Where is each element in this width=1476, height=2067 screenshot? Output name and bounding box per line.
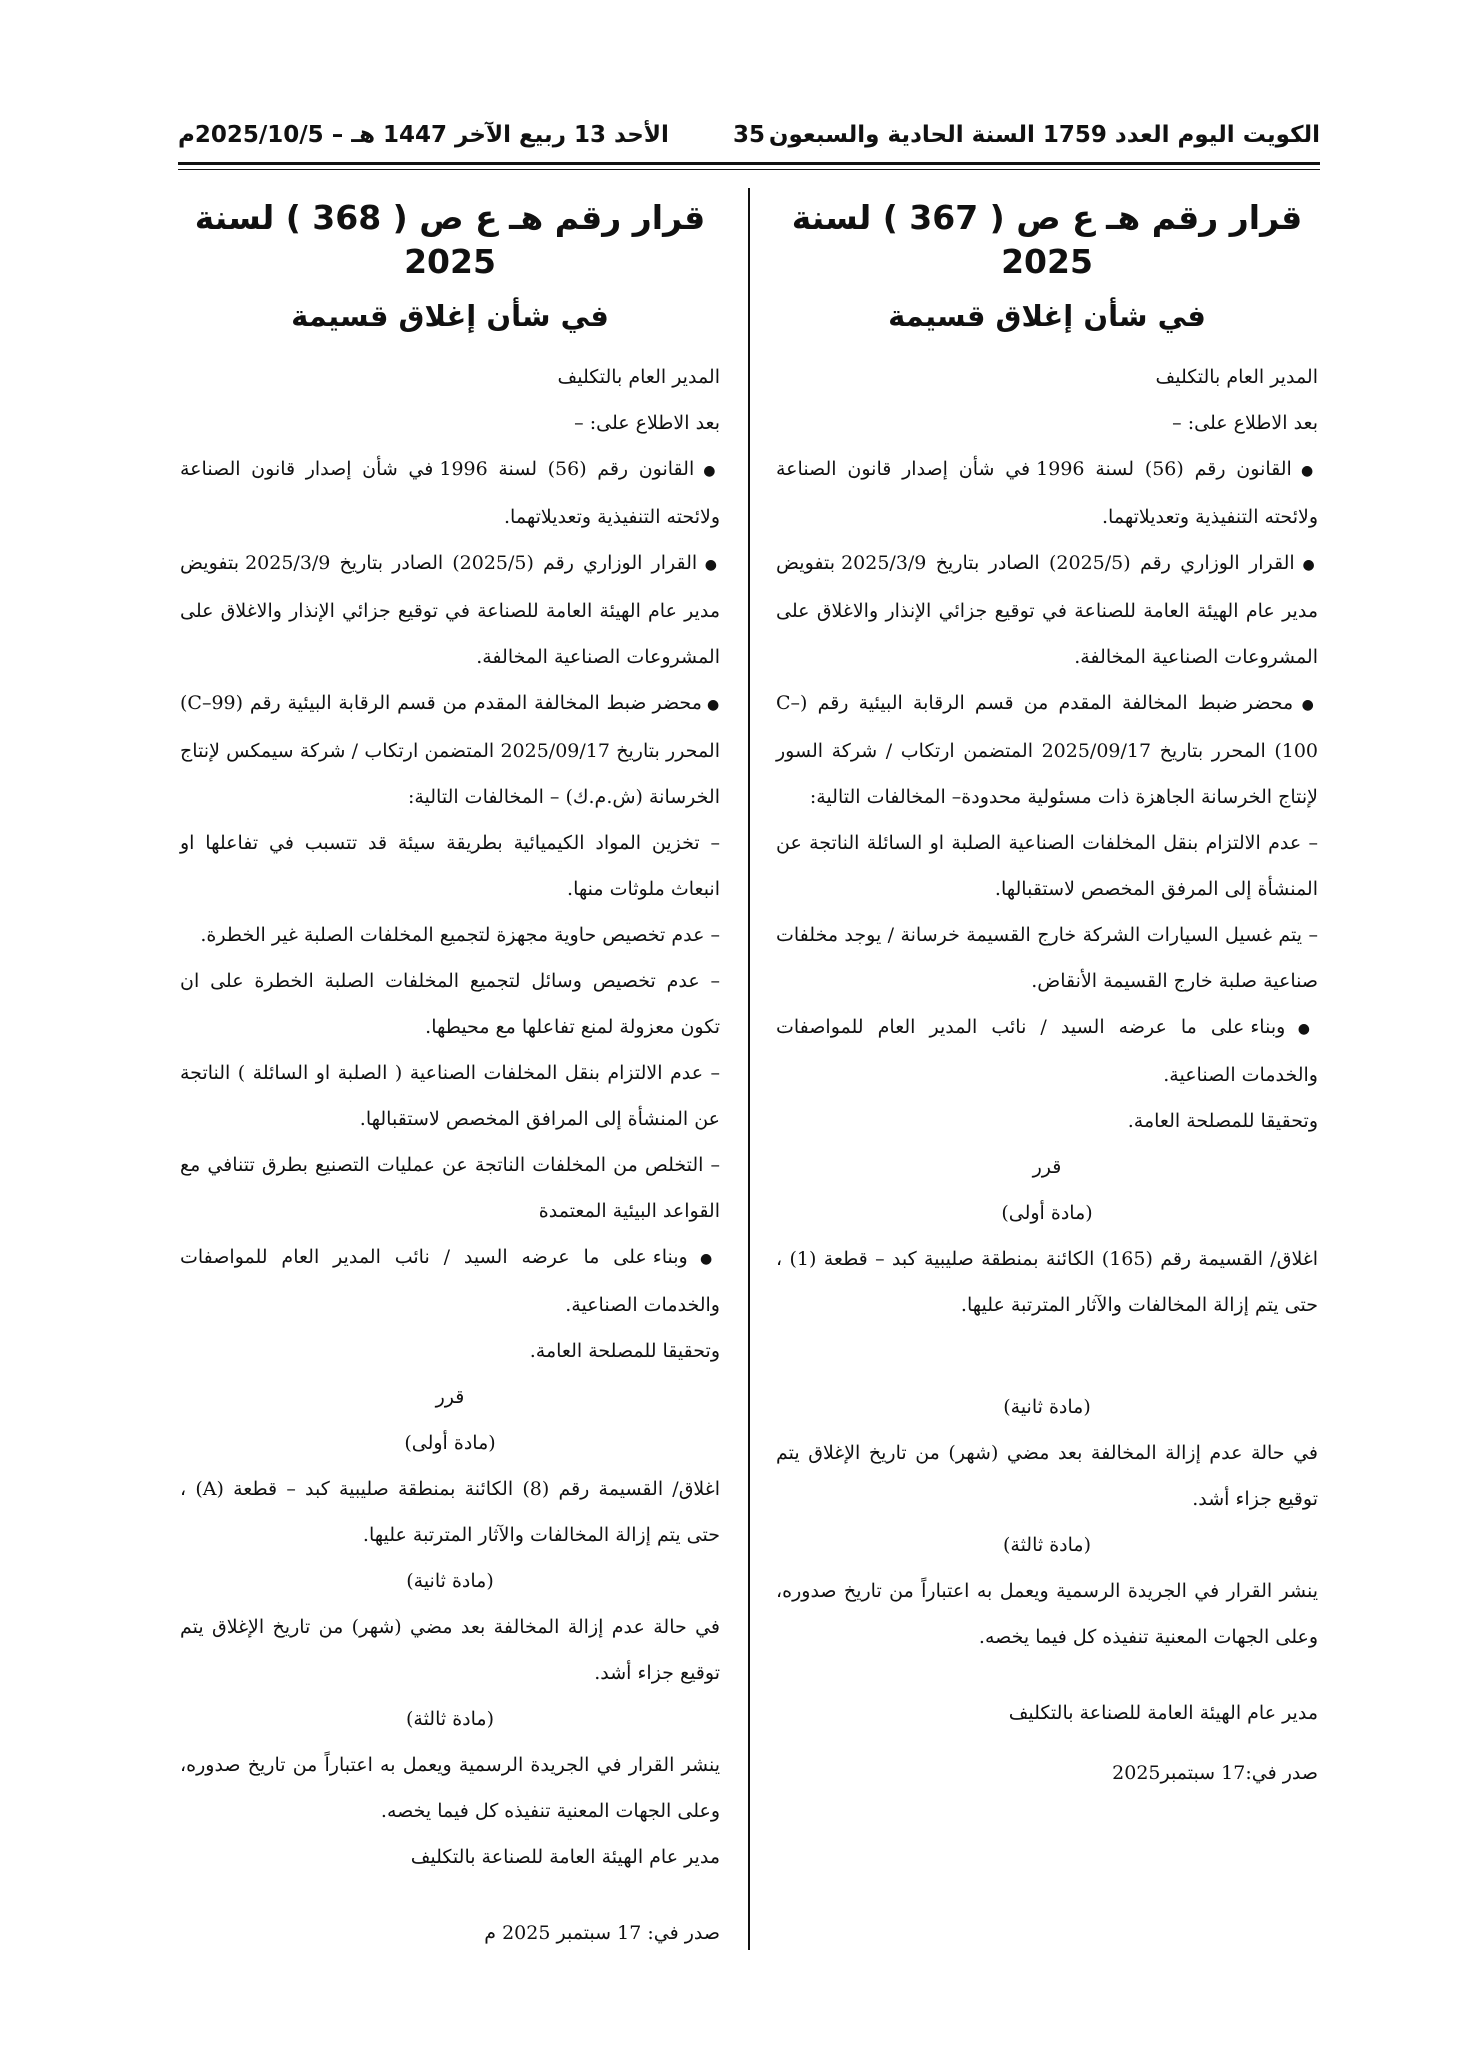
based-on-line: ● وبناء على ما عرضه السيد / نائب المدير العام للمواصفات والخدمات الصناعية.	[776, 1004, 1318, 1098]
article-3-text: ينشر القرار في الجريدة الرسمية ويعمل به اعتباراً من تاريخ صدوره، وعلى الجهات المعنية تنفيذه كل فيما يخصه.	[180, 1754, 720, 1822]
article-2-text: في حالة عدم إزالة المخالفة بعد مضي (شهر) من تاريخ الإغلاق يتم توقيع جزاء أشد.	[776, 1442, 1318, 1510]
issue-date-line: صدر في:17 سبتمبر2025	[1112, 1762, 1318, 1784]
ministerial-decision-reference: ● القرار الوزاري رقم (2025/5) الصادر بتاريخ 2025/3/9 بتفويض مدير عام الهيئة العامة للصناعة في توقيع جزائي الإنذار والاغلاق على المشروعات الصناعية المخالفة.	[776, 540, 1318, 680]
law-reference: ● القانون رقم (56) لسنة 1996 في شأن إصدار قانون الصناعة ولائحته التنفيذية وتعديلاتهما.	[776, 446, 1318, 540]
article-1-label: (مادة أولى)	[404, 1432, 496, 1454]
header-rule-thick	[178, 162, 1320, 165]
decided-heading: قرر	[1032, 1156, 1062, 1178]
issue-date-line: صدر في: 17 سبتمبر 2025 م	[484, 1922, 720, 1944]
decision-title: قرار رقم هـ ع ص ( 368 ) لسنة 2025	[194, 198, 706, 281]
public-interest-line: وتحقيقا للمصلحة العامة.	[1127, 1110, 1318, 1132]
article-1-text: اغلاق/ القسيمة رقم (8) الكائنة بمنطقة صليبية كبد – قطعة (A) ، حتى يتم إزالة المخالفات والآثار المترتبة عليها.	[180, 1478, 720, 1546]
article-2-label: (مادة ثانية)	[1003, 1396, 1091, 1418]
article-2-text: في حالة عدم إزالة المخالفة بعد مضي (شهر) من تاريخ الإغلاق يتم توقيع جزاء أشد.	[180, 1616, 720, 1684]
violation-report-reference: ● محضر ضبط المخالفة المقدم من قسم الرقابة البيئية رقم (C–99) المحرر بتاريخ 2025/09/17 المتضمن ارتكاب / شركة سيمكس لإنتاج الخرسانة (ش.م.ك) – المخالفات التالية:	[180, 680, 720, 820]
law-reference: ● القانون رقم (56) لسنة 1996 في شأن إصدار قانون الصناعة ولائحته التنفيذية وتعديلاتهما.	[180, 446, 720, 540]
decision-367-column	[776, 190, 1318, 1796]
violation-report-reference: ● محضر ضبط المخالفة المقدم من قسم الرقابة البيئية رقم (C–100) المحرر بتاريخ 2025/09/17 المتضمن ارتكاب / شركة السور لإنتاج الخرسانة الجاهزة ذات مسئولية محدودة– المخالفات التالية:	[776, 680, 1318, 820]
issue-date: الأحد 13 ربيع الآخر 1447 هـ – 2025/10/5م	[178, 122, 669, 148]
decision-368-column	[180, 190, 720, 1956]
after-review-line: بعد الاطلاع على: –	[574, 412, 720, 434]
page-header	[178, 118, 1320, 160]
violation-item: – يتم غسيل السيارات الشركة خارج القسيمة خرسانة / يوجد مخلفات صناعية صلبة خارج القسيمة الأنقاض.	[776, 924, 1318, 992]
article-3-label: (مادة ثالثة)	[405, 1708, 495, 1730]
violation-item: – عدم الالتزام بنقل المخلفات الصناعية ( الصلبة او السائلة ) الناتجة عن المنشأة إلى المرافق المخصص لاستقبالها.	[180, 1062, 720, 1130]
signature-line: مدير عام الهيئة العامة للصناعة بالتكليف	[410, 1846, 720, 1868]
decision-subtitle: في شأن إغلاق قسيمة	[291, 299, 609, 333]
violation-item: – تخزين المواد الكيميائية بطريقة سيئة قد تتسبب في تفاعلها او انبعاث ملوثات منها.	[180, 832, 720, 900]
article-2-label: (مادة ثانية)	[406, 1570, 494, 1592]
violation-item: – عدم تخصيص حاوية مجهزة لتجميع المخلفات الصلبة غير الخطرة.	[200, 924, 720, 946]
article-1-label: (مادة أولى)	[1001, 1202, 1093, 1224]
article-3-text: ينشر القرار في الجريدة الرسمية ويعمل به اعتباراً من تاريخ صدوره، وعلى الجهات المعنية تنفيذه كل فيما يخصه.	[776, 1580, 1318, 1648]
gazette-issue-info: الكويت اليوم العدد 1759 السنة الحادية والسبعون	[768, 122, 1320, 148]
decided-heading: قرر	[435, 1386, 465, 1408]
violation-item: – التخلص من المخلفات الناتجة عن عمليات التصنيع بطرق تتنافي مع القواعد البيئية المعتمدة	[180, 1154, 720, 1222]
signature-line: مدير عام الهيئة العامة للصناعة بالتكليف	[1008, 1702, 1318, 1724]
header-rule-thin	[178, 169, 1320, 170]
ministerial-decision-reference: ● القرار الوزاري رقم (2025/5) الصادر بتاريخ 2025/3/9 بتفويض مدير عام الهيئة العامة للصناعة في توقيع جزائي الإنذار والاغلاق على المشروعات الصناعية المخالفة.	[180, 540, 720, 680]
based-on-line: ● وبناء على ما عرضه السيد / نائب المدير العام للمواصفات والخدمات الصناعية.	[180, 1234, 720, 1328]
issuer-line: المدير العام بالتكليف	[1155, 366, 1318, 388]
decision-title: قرار رقم هـ ع ص ( 367 ) لسنة 2025	[791, 198, 1303, 281]
after-review-line: بعد الاطلاع على: –	[1172, 412, 1318, 434]
decision-subtitle: في شأن إغلاق قسيمة	[888, 299, 1206, 333]
page-number: 35	[732, 122, 766, 148]
public-interest-line: وتحقيقا للمصلحة العامة.	[529, 1340, 720, 1362]
article-3-label: (مادة ثالثة)	[1002, 1534, 1092, 1556]
issuer-line: المدير العام بالتكليف	[557, 366, 720, 388]
violation-item: – عدم الالتزام بنقل المخلفات الصناعية الصلبة او السائلة الناتجة عن المنشأة إلى المرفق المخصص لاستقبالها.	[776, 832, 1318, 900]
article-1-text: اغلاق/ القسيمة رقم (165) الكائنة بمنطقة صليبية كبد – قطعة (1) ، حتى يتم إزالة المخالفات والآثار المترتبة عليها.	[776, 1248, 1318, 1316]
column-divider	[748, 188, 750, 1950]
violation-item: – عدم تخصيص وسائل لتجميع المخلفات الصلبة الخطرة على ان تكون معزولة لمنع تفاعلها مع محيطها.	[180, 970, 720, 1038]
